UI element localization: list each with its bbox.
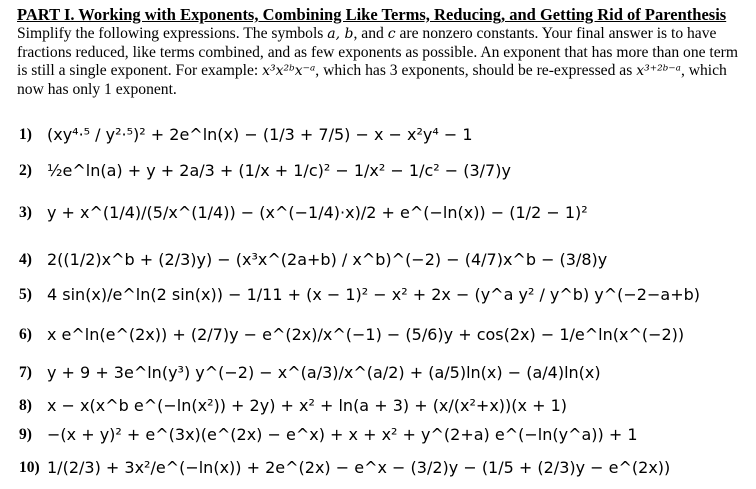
problem-expression: 2((1/2)x^b + (2/3)y) − (x³x^(2a+b) / x^b)^(−2) − (4/7)x^b − (3/8)y	[47, 250, 608, 269]
problem-row	[17, 243, 756, 273]
problem-row	[17, 154, 756, 184]
intro-text-4: , which has 3 exponents, should be re-expressed as	[315, 62, 637, 79]
problem-row	[17, 418, 756, 448]
intro-text-1: Simplify the following expressions. The symbols	[17, 25, 328, 42]
problem-number: 6)	[19, 326, 32, 343]
problem-row	[17, 196, 756, 226]
problem-expression: x e^ln(e^(2x)) + (2/7)y − e^(2x)/x^(−1) − (5/6)y + cos(2x) − 1/e^ln(x^(−2))	[47, 325, 685, 344]
problem-expression: y + 9 + 3e^ln(y³) y^(−2) − x^(a/3)/x^(a/2) + (a/5)ln(x) − (a/4)ln(x)	[47, 363, 601, 382]
part-heading: PART I. Working with Exponents, Combining Like Terms, Reducing, and Getting Rid of Parenthesis	[17, 5, 727, 24]
problem-number: 2)	[19, 162, 32, 179]
instructions-paragraph	[17, 25, 747, 99]
problem-expression: (xy⁴·⁵ / y²·⁵)² + 2e^ln(x) − (1/3 + 7/5) − x − x²y⁴ − 1	[47, 125, 473, 144]
intro-symbols: a, b	[327, 26, 354, 42]
problem-number: 5)	[19, 286, 32, 303]
problem-number: 8)	[19, 397, 32, 414]
problem-expression: ½e^ln(a) + y + 2a/3 + (1/x + 1/c)² − 1/x² − 1/c² − (3/7)y	[47, 161, 511, 180]
example-after: x³⁺²ᵇ⁻ᵃ	[636, 63, 681, 79]
intro-text-5: , which now has only 1 exponent.	[17, 62, 727, 98]
problem-expression: −(x + y)² + e^(3x)(e^(2x) − e^x) + x + x² + y^(2+a) e^(−ln(y^a)) + 1	[47, 425, 638, 444]
worksheet-page	[17, 5, 747, 477]
intro-text-2: , and	[353, 25, 388, 42]
problem-expression: y + x^(1/4)/(5/x^(1/4)) − (x^(−1/4)·x)/2 + e^(−ln(x)) − (1/2 − 1)²	[47, 203, 588, 222]
problem-row	[17, 356, 756, 386]
problem-expression: 4 sin(x)/e^ln(2 sin(x)) − 1/11 + (x − 1)² − x² + 2x − (y^a y² / y^b) y^(−2−a+b)	[47, 285, 700, 304]
problem-expression: x − x(x^b e^(−ln(x²)) + 2y) + x² + ln(a + 3) + (x/(x²+x))(x + 1)	[47, 396, 567, 415]
problem-expression: 1/(2/3) + 3x²/e^(−ln(x)) + 2e^(2x) − e^x − (3/2)y − (1/5 + (2/3)y − e^(2x))	[47, 458, 671, 477]
intro-symbol-c: c	[387, 26, 396, 42]
problem-row	[17, 451, 756, 481]
problem-number: 10)	[19, 459, 40, 476]
problem-number: 9)	[19, 426, 32, 443]
example-before: x³x²ᵇx⁻ᵃ	[262, 63, 316, 79]
problem-number: 3)	[19, 204, 32, 221]
problem-number: 4)	[19, 251, 32, 268]
problem-number: 7)	[19, 364, 32, 381]
problem-row	[17, 389, 756, 419]
problem-row	[17, 118, 756, 148]
intro-text-3: are nonzero constants. Your final answer is to have fractions reduced, like terms combined, and as few exponents as possible. An exponent that has more than one term is still a single exponent. For example:	[17, 25, 739, 79]
problem-row	[17, 318, 756, 348]
problem-row	[17, 278, 756, 308]
problem-number: 1)	[19, 126, 32, 143]
